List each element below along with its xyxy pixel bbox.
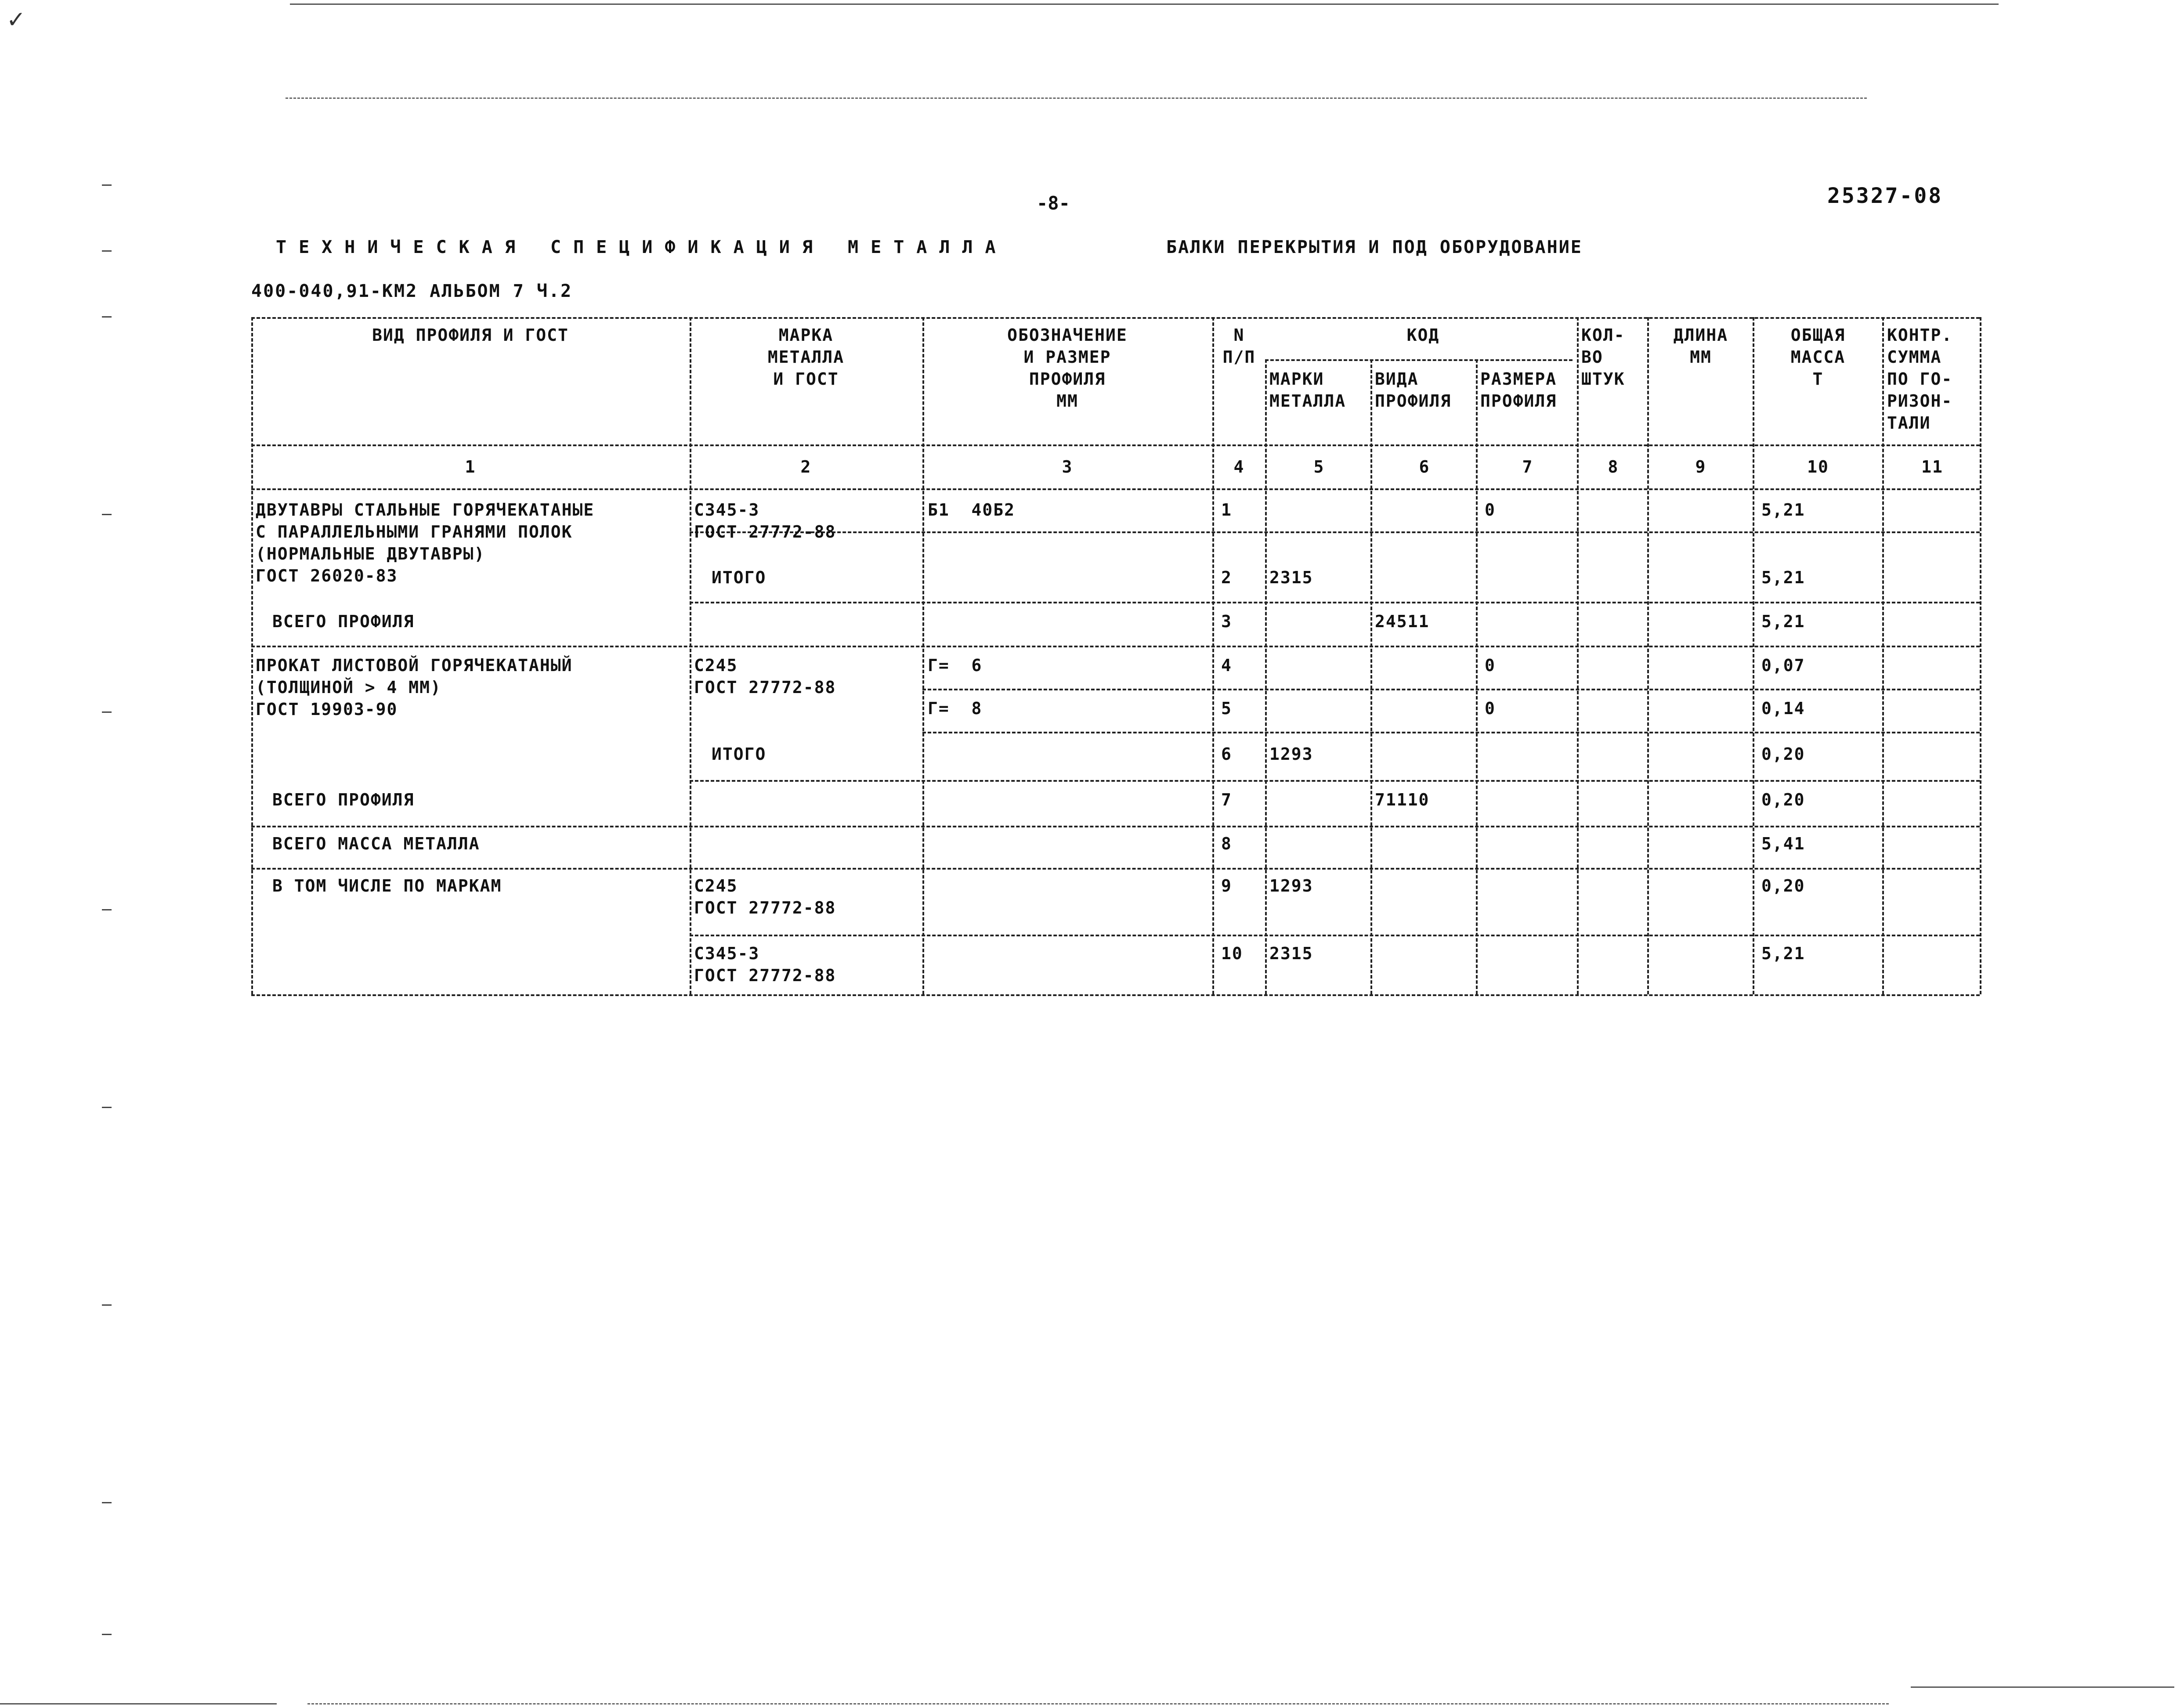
- column-number: 9: [1695, 457, 1706, 477]
- top-dashed-rule: [286, 97, 1867, 99]
- margin-tick: [102, 1634, 112, 1635]
- grade-code: 2315: [1269, 944, 1313, 963]
- row-number: 8: [1221, 834, 1232, 853]
- subtotal-label: ИТОГО: [712, 568, 766, 587]
- profile-total-label: ВСЕГО ПРОФИЛЯ: [272, 790, 415, 809]
- profile-code: 24511: [1375, 612, 1430, 631]
- code-group-divider: [1265, 359, 1573, 361]
- total-mass: 5,21: [1761, 944, 1805, 963]
- row-divider: [922, 689, 1980, 690]
- page-title: ТЕХНИЧЕСКАЯ СПЕЦИФИКАЦИЯ МЕТАЛЛА: [276, 237, 1008, 257]
- col-divider: [1882, 317, 1884, 994]
- col-header-grade-code: МАРКИ МЕТАЛЛА: [1269, 369, 1346, 411]
- margin-tick: [102, 250, 112, 252]
- bottom-scan-rule-left: [0, 1703, 277, 1704]
- col-header-profile: ВИД ПРОФИЛЯ И ГОСТ: [372, 325, 569, 345]
- profile-size: Г= 6: [928, 656, 983, 675]
- col-header-mass: ОБЩАЯ МАССА Т: [1790, 325, 1846, 389]
- top-scan-rule: [290, 4, 1999, 5]
- metal-grade: С245 ГОСТ 27772-88: [694, 876, 836, 917]
- section-divider: [251, 826, 1980, 827]
- size-code: 0: [1485, 500, 1496, 520]
- bottom-dashed-rule: [307, 1703, 1889, 1704]
- table-border-top: [251, 317, 1980, 319]
- profile-size: Б1 40Б2: [928, 500, 1016, 520]
- margin-tick: [102, 711, 112, 713]
- metal-grade: С245 ГОСТ 27772-88: [694, 656, 836, 697]
- margin-tick: [102, 1107, 112, 1108]
- col-divider: [1577, 317, 1579, 994]
- profile-name: ПРОКАТ ЛИСТОВОЙ ГОРЯЧЕКАТАНЫЙ (ТОЛЩИНОЙ > 4 ММ) ГОСТ 19903-90: [256, 656, 573, 719]
- col-header-length: ДЛИНА ММ: [1673, 325, 1728, 367]
- row-divider: [690, 780, 1980, 782]
- total-mass: 5,21: [1761, 568, 1805, 587]
- col-header-number: N П/П: [1222, 325, 1256, 367]
- row-number: 2: [1221, 568, 1232, 587]
- header-bottom-line: [251, 444, 1980, 446]
- col-divider: [1476, 359, 1478, 994]
- grade-code: 1293: [1269, 744, 1313, 764]
- row-number: 10: [1221, 944, 1243, 963]
- total-mass: 5,21: [1761, 612, 1805, 631]
- document-code: 25327-08: [1827, 184, 1943, 208]
- total-mass: 5,41: [1761, 834, 1805, 853]
- profile-name: ДВУТАВРЫ СТАЛЬНЫЕ ГОРЯЧЕКАТАНЫЕ С ПАРАЛЛЕЛЬНЫМИ ГРАНЯМИ ПОЛОК (НОРМАЛЬНЫЕ ДВУТАВРЫ) ГОСТ 26020-83: [256, 500, 595, 585]
- page-number: -8-: [1037, 192, 1070, 214]
- total-mass: 0,14: [1761, 699, 1805, 718]
- table-border-bottom: [251, 994, 1980, 996]
- column-number: 3: [1062, 457, 1073, 477]
- col-divider: [1212, 317, 1214, 994]
- column-number: 2: [800, 457, 812, 477]
- margin-tick: [102, 909, 112, 910]
- margin-tick: [102, 514, 112, 515]
- bottom-scan-rule-right: [1911, 1686, 2174, 1688]
- page-subtitle: БАЛКИ ПЕРЕКРЫТИЯ И ПОД ОБОРУДОВАНИЕ: [1166, 237, 1583, 257]
- profile-size: Г= 8: [928, 699, 983, 718]
- row-number: 7: [1221, 790, 1232, 809]
- column-number: 5: [1313, 457, 1325, 477]
- total-mass: 0,20: [1761, 744, 1805, 764]
- column-number-line: [251, 488, 1980, 490]
- col-divider: [1370, 359, 1372, 994]
- column-number: 11: [1921, 457, 1943, 477]
- by-grade-label: В ТОМ ЧИСЛЕ ПО МАРКАМ: [272, 876, 502, 896]
- grade-code: 2315: [1269, 568, 1313, 587]
- total-mass: 5,21: [1761, 500, 1805, 520]
- margin-tick: [102, 1502, 112, 1503]
- col-header-size-code: РАЗМЕРА ПРОФИЛЯ: [1480, 369, 1557, 411]
- metal-grade: С345-3 ГОСТ 27772-88: [694, 500, 836, 542]
- col-header-code-group: КОД: [1406, 325, 1440, 345]
- size-code: 0: [1485, 699, 1496, 718]
- row-divider: [690, 531, 1980, 533]
- margin-tick: [102, 184, 112, 186]
- col-divider: [922, 317, 924, 994]
- row-divider: [690, 602, 1980, 603]
- col-divider: [1647, 317, 1649, 994]
- row-divider: [922, 732, 1980, 733]
- margin-tick: [102, 1304, 112, 1306]
- col-header-quantity: КОЛ- ВО ШТУК: [1581, 325, 1625, 389]
- col-divider: [1265, 359, 1267, 994]
- row-number: 6: [1221, 744, 1232, 764]
- row-divider: [690, 935, 1980, 936]
- metal-grade: С345-3 ГОСТ 27772-88: [694, 944, 836, 985]
- profile-code: 71110: [1375, 790, 1430, 809]
- row-number: 1: [1221, 500, 1232, 520]
- album-reference: 400-040,91-КМ2 АЛЬБОМ 7 Ч.2: [251, 281, 573, 301]
- col-header-grade: МАРКА МЕТАЛЛА И ГОСТ: [767, 325, 845, 389]
- table-border-right: [1980, 317, 1981, 994]
- metal-total-label: ВСЕГО МАССА МЕТАЛЛА: [272, 834, 480, 853]
- col-header-size: ОБОЗНАЧЕНИЕ И РАЗМЕР ПРОФИЛЯ ММ: [1007, 325, 1128, 411]
- row-number: 4: [1221, 656, 1232, 675]
- column-number: 1: [465, 457, 476, 477]
- table-border-left: [251, 317, 253, 994]
- check-mark-icon: ✓: [8, 4, 24, 34]
- subtotal-label: ИТОГО: [712, 744, 766, 764]
- row-number: 9: [1221, 876, 1232, 896]
- col-header-checksum: КОНТР. СУММА ПО ГО- РИЗОН- ТАЛИ: [1887, 325, 1953, 433]
- total-mass: 0,07: [1761, 656, 1805, 675]
- col-header-profile-code: ВИДА ПРОФИЛЯ: [1375, 369, 1452, 411]
- total-mass: 0,20: [1761, 876, 1805, 896]
- column-number: 10: [1807, 457, 1829, 477]
- row-number: 3: [1221, 612, 1232, 631]
- size-code: 0: [1485, 656, 1496, 675]
- margin-tick: [102, 316, 112, 318]
- total-mass: 0,20: [1761, 790, 1805, 809]
- col-divider: [1753, 317, 1754, 994]
- row-number: 5: [1221, 699, 1232, 718]
- column-number: 6: [1419, 457, 1430, 477]
- column-number: 4: [1233, 457, 1245, 477]
- section-divider: [251, 646, 1980, 647]
- section-divider: [251, 868, 1980, 870]
- column-number: 7: [1522, 457, 1533, 477]
- grade-code: 1293: [1269, 876, 1313, 896]
- profile-total-label: ВСЕГО ПРОФИЛЯ: [272, 612, 415, 631]
- column-number: 8: [1608, 457, 1619, 477]
- col-divider: [690, 317, 691, 994]
